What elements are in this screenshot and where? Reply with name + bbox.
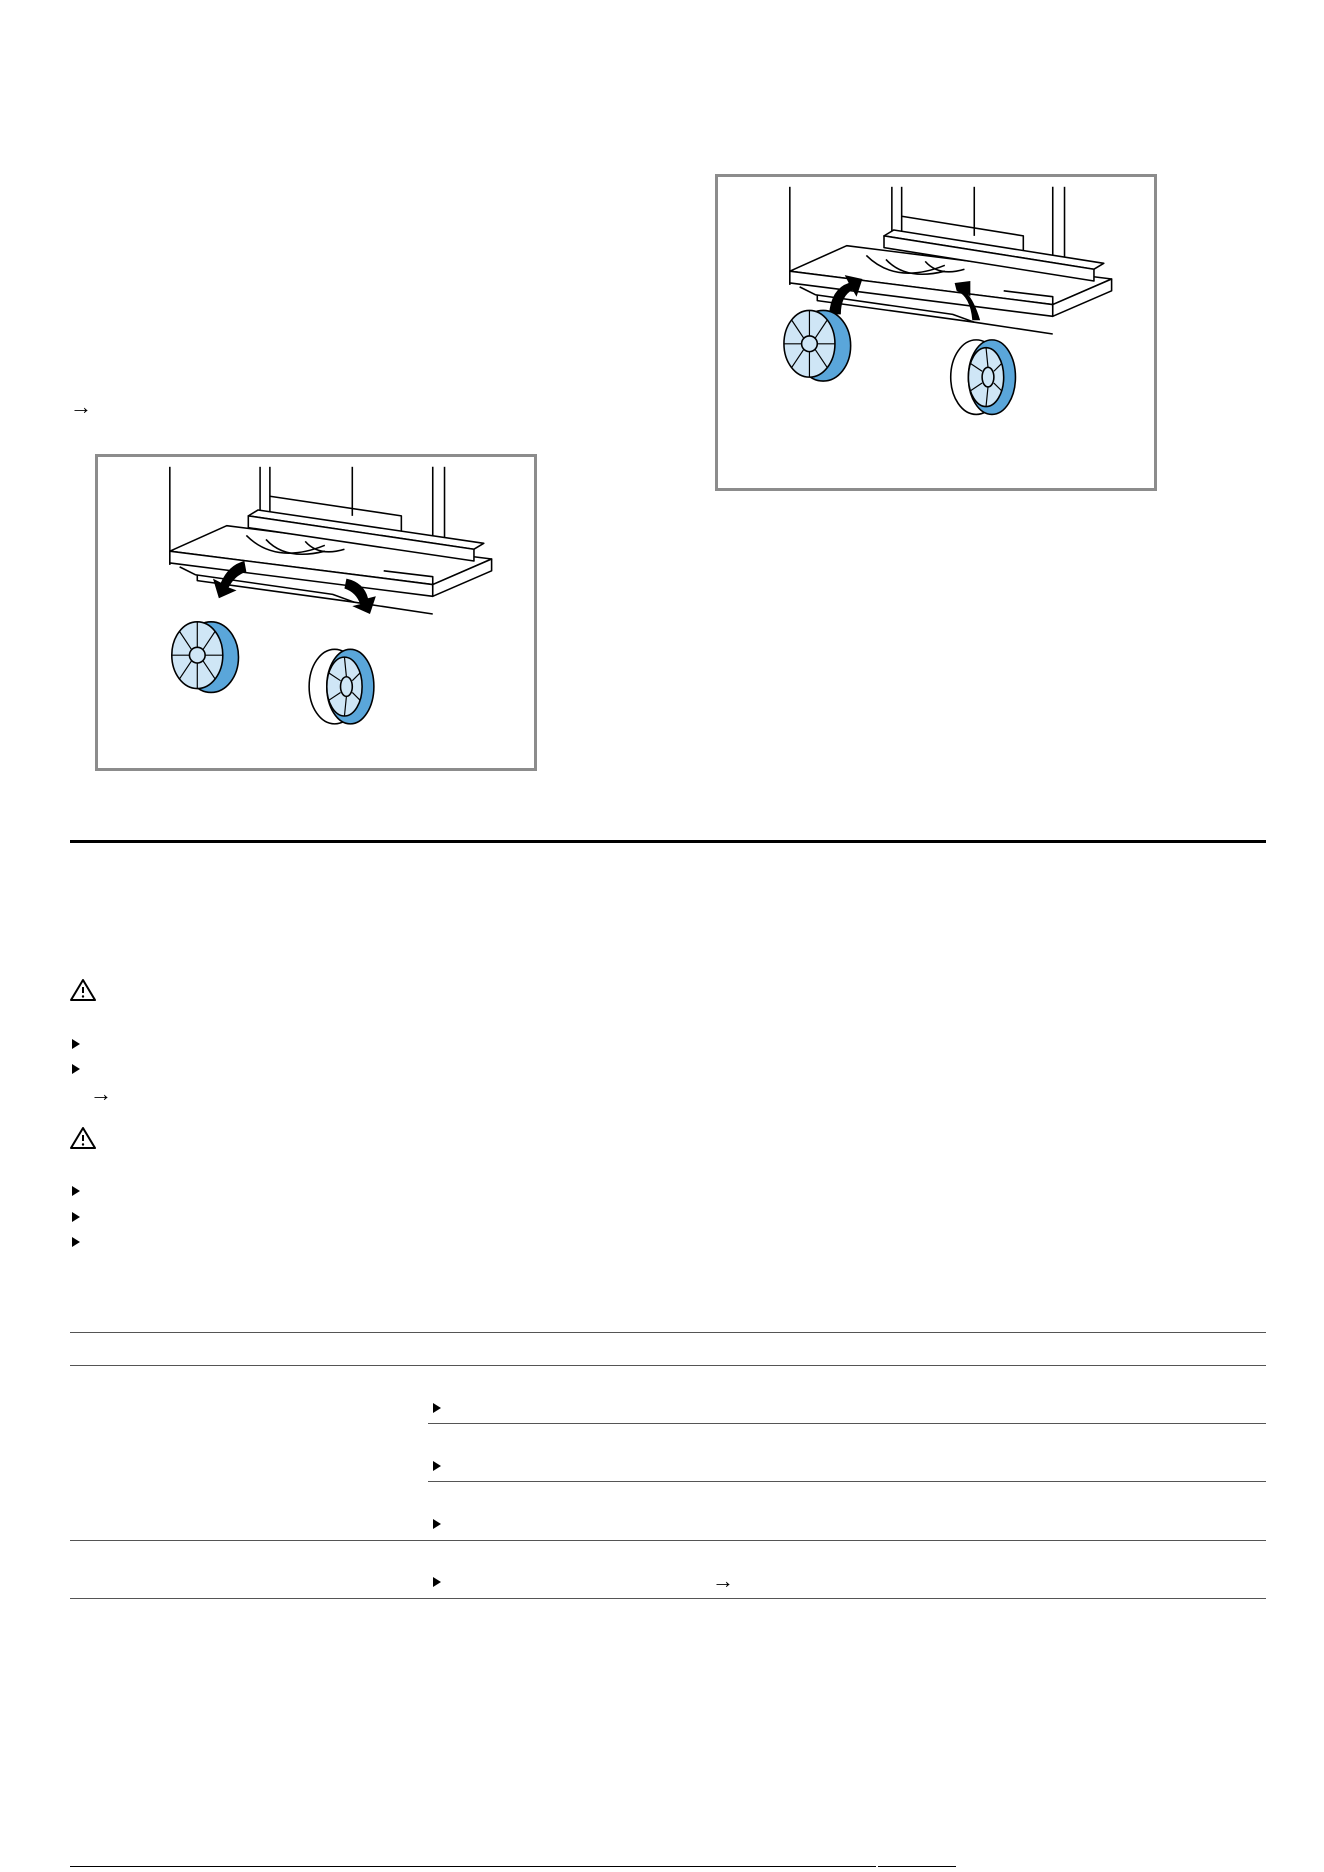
bullet-triangle-icon xyxy=(433,1403,441,1413)
table-rule-header xyxy=(70,1365,1266,1366)
figure-insert-filters xyxy=(715,174,1157,491)
bullet-triangle-icon xyxy=(433,1577,441,1587)
table-rule-bottom xyxy=(70,1598,1266,1599)
arrow-icon: → xyxy=(70,394,92,419)
bullet-triangle-icon xyxy=(433,1461,441,1471)
bullet-triangle-icon xyxy=(72,1186,80,1196)
section-divider xyxy=(70,840,1266,843)
arrow-icon: → xyxy=(712,1568,734,1593)
footer-rule-right xyxy=(878,1866,956,1867)
filter-left-remove xyxy=(172,622,239,693)
hood-insert-illustration xyxy=(718,177,1154,488)
table-rule-inner xyxy=(428,1423,1266,1424)
bullet-triangle-icon xyxy=(72,1212,80,1222)
bullet-triangle-icon xyxy=(433,1519,441,1529)
table-rule-top xyxy=(70,1332,1266,1333)
arrow-icon: → xyxy=(90,1081,112,1106)
filter-right-insert xyxy=(951,340,1016,415)
warning-triangle-icon xyxy=(70,978,96,1002)
bullet-triangle-icon xyxy=(72,1064,80,1074)
hood-remove-illustration xyxy=(98,457,534,768)
filter-right-remove xyxy=(309,649,374,724)
bullet-triangle-icon xyxy=(72,1237,80,1247)
figure-remove-filters xyxy=(95,454,537,771)
table-rule-row xyxy=(70,1540,1266,1541)
footer-rule-left xyxy=(70,1866,876,1867)
table-rule-inner xyxy=(428,1481,1266,1482)
warning-triangle-icon xyxy=(70,1126,96,1150)
bullet-triangle-icon xyxy=(72,1039,80,1049)
filter-left-insert xyxy=(784,310,851,381)
